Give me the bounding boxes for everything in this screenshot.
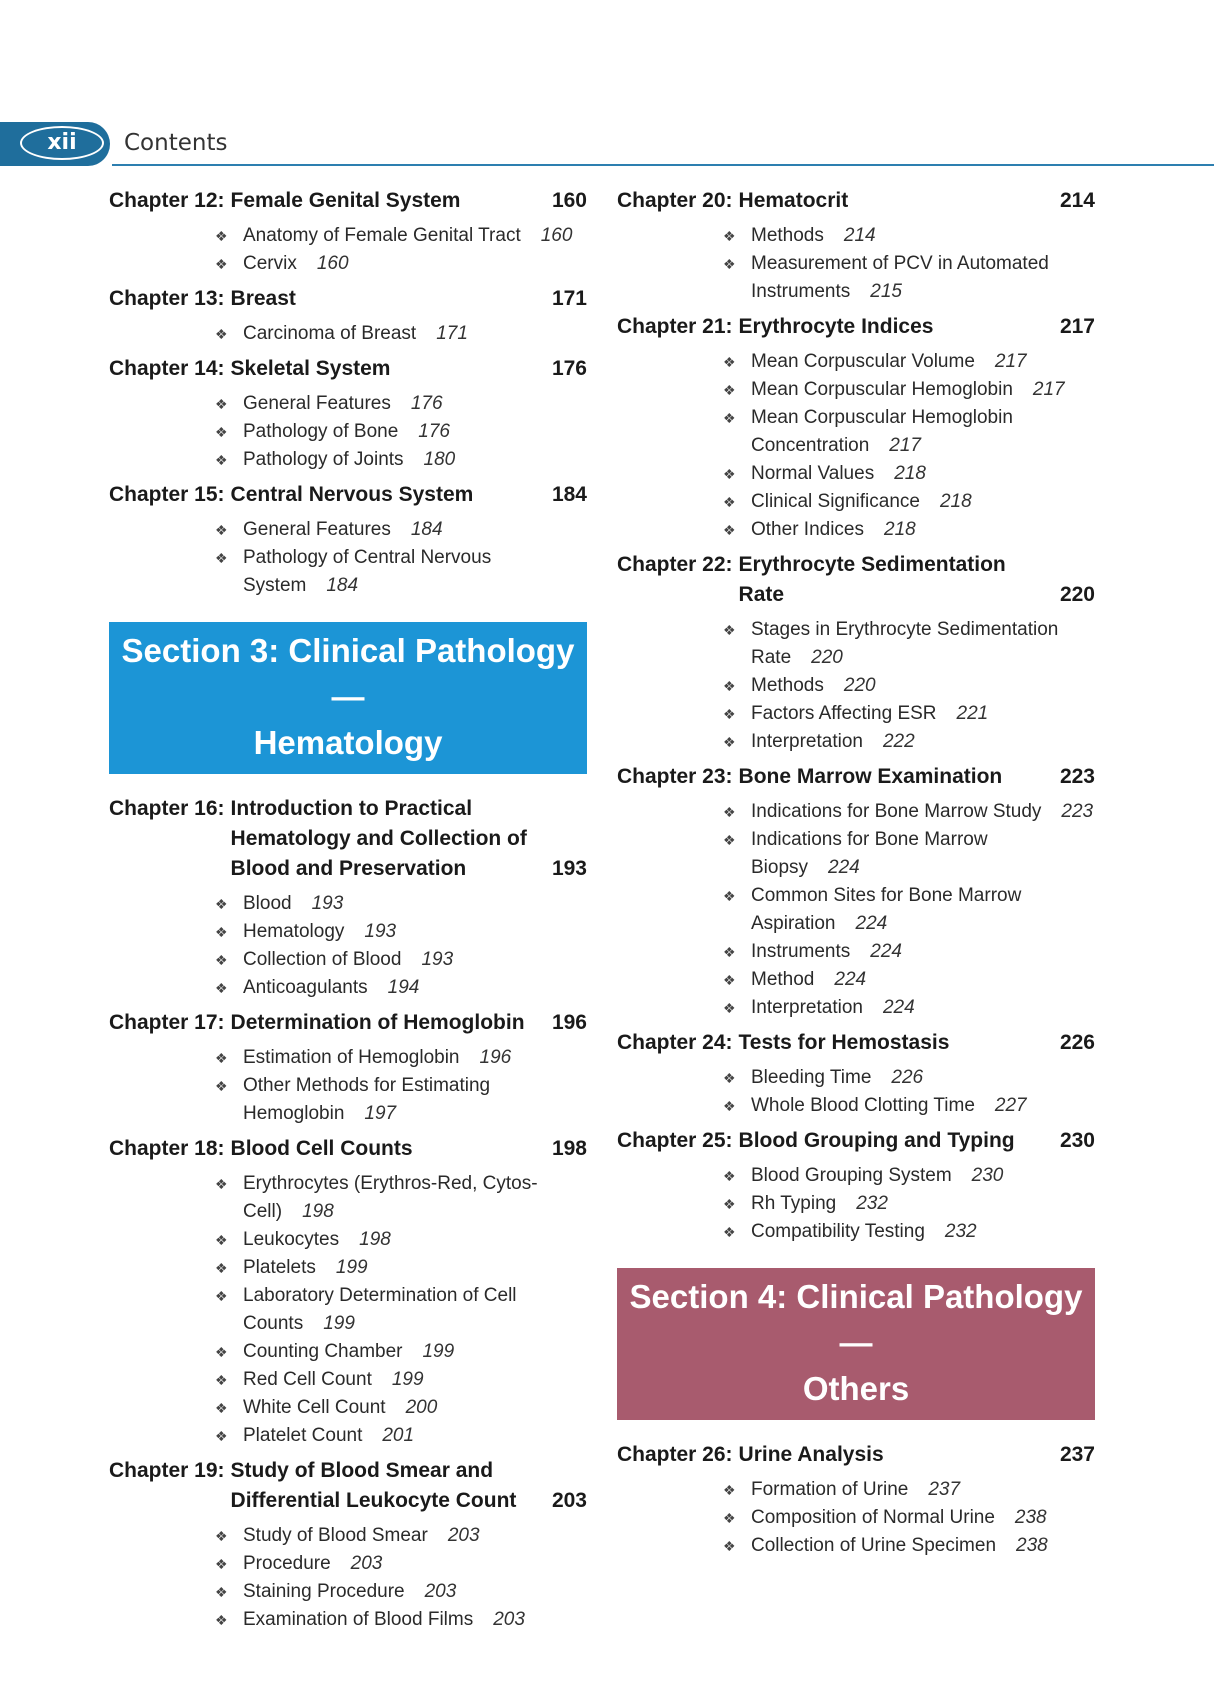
topic-text: Formation of Urine [751, 1479, 909, 1500]
topic-page-number: 196 [479, 1047, 512, 1068]
chapter-page-number: 193 [551, 857, 587, 880]
topic-item[interactable] [215, 250, 587, 278]
chapter-heading[interactable] [109, 284, 587, 314]
diamond-bullet-icon: ❖ [723, 972, 736, 988]
topic-item[interactable] [723, 1092, 1095, 1120]
topic-text: Carcinoma of Breast [243, 323, 417, 344]
chapter-page-number: 214 [1059, 189, 1095, 212]
topic-page-number: 176 [418, 421, 450, 442]
topic-text: Other Methods for Estimating Hemoglobin [243, 1075, 491, 1124]
topic-item[interactable] [723, 1504, 1095, 1532]
topic-page-number: 160 [540, 225, 573, 246]
chapter-label: Chapter 25: [617, 1129, 733, 1152]
topic-page-number: 217 [994, 351, 1027, 372]
topic-item[interactable] [215, 222, 587, 250]
topic-item[interactable] [215, 516, 587, 544]
topic-item[interactable] [723, 728, 1095, 756]
topic-text: Bleeding Time [751, 1067, 872, 1088]
topic-list [109, 222, 587, 278]
diamond-bullet-icon: ❖ [215, 256, 228, 272]
topic-page-number: 200 [405, 1397, 438, 1418]
topic-item[interactable] [723, 1476, 1095, 1504]
topic-text: Collection of Urine Specimen [751, 1535, 997, 1556]
chapter-label: Chapter 23: [617, 765, 733, 788]
diamond-bullet-icon: ❖ [215, 924, 228, 940]
diamond-bullet-icon: ❖ [215, 1176, 228, 1192]
diamond-bullet-icon: ❖ [215, 396, 228, 412]
section-heading-line1: Section 4: Clinical Pathology— [629, 1278, 1083, 1361]
topic-page-number: 218 [894, 463, 926, 484]
topic-list [617, 1162, 1095, 1246]
topic-text: Normal Values [751, 463, 875, 484]
topic-text: Indications for Bone Marrow Biopsy [751, 829, 988, 878]
page-title: Contents [124, 130, 228, 156]
diamond-bullet-icon: ❖ [215, 952, 228, 968]
topic-text: Stages in Erythrocyte Sedimentation Rate [751, 619, 1059, 668]
topic-text: Blood Grouping System [751, 1165, 952, 1186]
diamond-bullet-icon: ❖ [723, 1482, 736, 1498]
diamond-bullet-icon: ❖ [215, 228, 228, 244]
header-rule [112, 164, 1214, 166]
topic-text: Hematology [243, 921, 345, 942]
topic-item[interactable] [215, 1522, 587, 1550]
topic-page-number: 180 [423, 449, 456, 470]
topic-text: Study of Blood Smear [243, 1525, 428, 1546]
topic-page-number: 193 [421, 949, 454, 970]
topic-item[interactable] [215, 1578, 587, 1606]
section-heading-line1: Section 3: Clinical Pathology— [121, 632, 575, 715]
diamond-bullet-icon: ❖ [723, 804, 736, 820]
topic-text: Clinical Significance [751, 491, 920, 512]
topic-page-number: 222 [882, 731, 915, 752]
chapter-heading[interactable] [109, 1456, 587, 1516]
topic-page-number: 227 [994, 1095, 1027, 1116]
diamond-bullet-icon: ❖ [215, 1078, 228, 1094]
topic-text: Platelets [243, 1257, 316, 1278]
chapter-title: Bone Marrow Examination [738, 765, 1003, 788]
topic-page-number: 220 [811, 647, 843, 668]
chapter-heading[interactable] [109, 1134, 587, 1164]
topic-text: Procedure [243, 1553, 331, 1574]
chapter-heading[interactable] [617, 312, 1095, 342]
topic-item[interactable] [215, 1422, 587, 1450]
topic-text: Erythrocytes (Erythros-Red, Cytos-Cell) [243, 1173, 538, 1222]
topic-text: Whole Blood Clotting Time [751, 1095, 975, 1116]
topic-item[interactable] [723, 1064, 1095, 1092]
topic-item[interactable] [723, 700, 1095, 728]
topic-item[interactable] [723, 488, 1095, 516]
topic-item[interactable] [215, 1366, 587, 1394]
topic-text: Pathology of Joints [243, 449, 404, 470]
topic-item[interactable] [215, 544, 587, 600]
topic-text: Interpretation [751, 731, 863, 752]
chapter-label: Chapter 15: [109, 483, 225, 506]
topic-item[interactable] [723, 966, 1095, 994]
topic-page-number: 218 [939, 491, 972, 512]
topic-text: General Features [243, 393, 391, 414]
diamond-bullet-icon: ❖ [723, 1224, 736, 1240]
topic-text: Staining Procedure [243, 1581, 405, 1602]
chapter-label: Chapter 20: [617, 189, 733, 212]
topic-item[interactable] [215, 918, 587, 946]
diamond-bullet-icon: ❖ [215, 1232, 228, 1248]
chapter-label: Chapter 19: [109, 1459, 225, 1482]
chapter-title: Breast [230, 287, 296, 310]
chapter-title: Blood Grouping and Typing [738, 1129, 1015, 1152]
chapter-title: Urine Analysis [738, 1443, 884, 1466]
topic-item[interactable] [723, 250, 1095, 306]
topic-item[interactable] [723, 616, 1095, 672]
chapter-page-number: 226 [1059, 1031, 1095, 1054]
topic-text: Mean Corpuscular Volume [751, 351, 975, 372]
topic-text: Composition of Normal Urine [751, 1507, 995, 1528]
topic-item[interactable] [723, 1218, 1095, 1246]
topic-item[interactable] [215, 946, 587, 974]
chapter-page-number: 171 [551, 287, 587, 310]
chapter-title: Determination of Hemoglobin [230, 1011, 525, 1034]
diamond-bullet-icon: ❖ [215, 326, 228, 342]
diamond-bullet-icon: ❖ [723, 1510, 736, 1526]
topic-page-number: 224 [855, 913, 888, 934]
topic-item[interactable] [215, 1226, 587, 1254]
topic-page-number: 215 [870, 281, 902, 302]
chapter-page-number: 230 [1059, 1129, 1095, 1152]
topic-list [617, 1064, 1095, 1120]
topic-text: Interpretation [751, 997, 863, 1018]
chapter-heading[interactable] [617, 186, 1095, 216]
chapter-label: Chapter 21: [617, 315, 733, 338]
diamond-bullet-icon: ❖ [215, 1288, 228, 1304]
topic-item[interactable] [215, 974, 587, 1002]
topic-item[interactable] [723, 798, 1095, 826]
chapter-page-number: 196 [551, 1011, 587, 1034]
topic-item[interactable] [723, 994, 1095, 1022]
topic-item[interactable] [215, 320, 587, 348]
chapter-page-number: 160 [551, 189, 587, 212]
topic-item[interactable] [215, 446, 587, 474]
topic-item[interactable] [215, 1254, 587, 1282]
topic-page-number: 232 [944, 1221, 977, 1242]
chapter-heading[interactable] [617, 1440, 1095, 1470]
chapter-label: Chapter 13: [109, 287, 225, 310]
chapter-page-number: 217 [1059, 315, 1095, 338]
chapter-label: Chapter 24: [617, 1031, 733, 1054]
topic-text: Other Indices [751, 519, 864, 540]
chapter-title: Hematocrit [738, 189, 849, 212]
diamond-bullet-icon: ❖ [723, 832, 736, 848]
diamond-bullet-icon: ❖ [215, 1372, 228, 1388]
chapter-label: Chapter 18: [109, 1137, 225, 1160]
topic-page-number: 232 [856, 1193, 888, 1214]
topic-item[interactable] [723, 376, 1095, 404]
topic-item[interactable] [723, 460, 1095, 488]
chapter-page-number: 176 [551, 357, 587, 380]
section-heading-line2: Others [802, 1370, 910, 1407]
chapter-title: Introduction to Practical Hematology and Collection of Blood and Preservation [230, 797, 527, 880]
topic-page-number: 237 [928, 1479, 961, 1500]
diamond-bullet-icon: ❖ [723, 1196, 736, 1212]
section-heading [109, 622, 587, 774]
topic-text: Counting Chamber [243, 1341, 403, 1362]
section-heading-line2: Hematology [253, 724, 443, 761]
topic-list [617, 1476, 1095, 1560]
topic-page-number: 194 [387, 977, 420, 998]
topic-list [617, 348, 1095, 544]
topic-page-number: 221 [956, 703, 989, 724]
topic-text: Mean Corpuscular Hemoglobin [751, 379, 1013, 400]
topic-page-number: 220 [843, 675, 876, 696]
diamond-bullet-icon: ❖ [215, 1428, 228, 1444]
topic-page-number: 198 [302, 1201, 334, 1222]
topic-page-number: 238 [1014, 1507, 1047, 1528]
diamond-bullet-icon: ❖ [723, 944, 736, 960]
chapter-label: Chapter 22: [617, 553, 733, 576]
chapter-label: Chapter 26: [617, 1443, 733, 1466]
topic-text: Rh Typing [751, 1193, 837, 1214]
diamond-bullet-icon: ❖ [215, 1260, 228, 1276]
topic-item[interactable] [723, 1190, 1095, 1218]
topic-item[interactable] [215, 1044, 587, 1072]
topic-item[interactable] [723, 404, 1095, 460]
chapter-label: Chapter 17: [109, 1011, 225, 1034]
topic-page-number: 199 [335, 1257, 368, 1278]
diamond-bullet-icon: ❖ [723, 354, 736, 370]
topic-page-number: 176 [410, 393, 443, 414]
topic-page-number: 184 [410, 519, 443, 540]
chapter-heading[interactable] [617, 1028, 1095, 1058]
chapter-heading[interactable] [109, 1008, 587, 1038]
chapter-label: Chapter 16: [109, 797, 225, 820]
topic-list [617, 798, 1095, 1022]
topic-list [617, 222, 1095, 306]
chapter-heading[interactable] [617, 550, 1095, 610]
topic-page-number: 201 [382, 1425, 415, 1446]
diamond-bullet-icon: ❖ [215, 550, 228, 566]
topic-text: White Cell Count [243, 1397, 386, 1418]
topic-page-number: 203 [493, 1609, 525, 1630]
topic-item[interactable] [723, 938, 1095, 966]
topic-page-number: 199 [391, 1369, 424, 1390]
topic-text: Anticoagulants [243, 977, 368, 998]
topic-text: Methods [751, 225, 824, 246]
topic-page-number: 160 [316, 253, 349, 274]
topic-text: Indications for Bone Marrow Study [751, 801, 1042, 822]
chapter-heading[interactable] [109, 480, 587, 510]
topic-page-number: 217 [889, 435, 921, 456]
topic-text: Pathology of Bone [243, 421, 399, 442]
chapter-label: Chapter 12: [109, 189, 225, 212]
contents-right-column [617, 186, 1095, 1566]
topic-text: Leukocytes [243, 1229, 340, 1250]
diamond-bullet-icon: ❖ [723, 494, 736, 510]
topic-page-number: 230 [971, 1165, 1004, 1186]
topic-item[interactable] [215, 1606, 587, 1634]
topic-text: Laboratory Determination of Cell Counts [243, 1285, 517, 1334]
diamond-bullet-icon: ❖ [723, 228, 736, 244]
topic-list [109, 1170, 587, 1450]
diamond-bullet-icon: ❖ [723, 706, 736, 722]
diamond-bullet-icon: ❖ [723, 1098, 736, 1114]
topic-page-number: 193 [311, 893, 344, 914]
diamond-bullet-icon: ❖ [723, 678, 736, 694]
topic-list [109, 516, 587, 600]
diamond-bullet-icon: ❖ [723, 734, 736, 750]
chapter-heading[interactable] [617, 762, 1095, 792]
topic-item[interactable] [215, 1282, 587, 1338]
diamond-bullet-icon: ❖ [215, 1556, 228, 1572]
diamond-bullet-icon: ❖ [723, 410, 736, 426]
topic-list [109, 320, 587, 348]
diamond-bullet-icon: ❖ [215, 1344, 228, 1360]
chapter-page-number: 220 [1059, 583, 1095, 606]
chapter-title: Central Nervous System [230, 483, 474, 506]
topic-list [617, 616, 1095, 756]
diamond-bullet-icon: ❖ [215, 1528, 228, 1544]
diamond-bullet-icon: ❖ [723, 1070, 736, 1086]
chapter-page-number: 203 [551, 1489, 587, 1512]
topic-text: Pathology of Central Nervous System [243, 547, 492, 596]
diamond-bullet-icon: ❖ [215, 452, 228, 468]
topic-text: Methods [751, 675, 824, 696]
chapter-heading[interactable] [617, 1126, 1095, 1156]
topic-page-number: 217 [1032, 379, 1065, 400]
topic-item[interactable] [215, 1550, 587, 1578]
diamond-bullet-icon: ❖ [215, 424, 228, 440]
diamond-bullet-icon: ❖ [723, 256, 736, 272]
diamond-bullet-icon: ❖ [723, 622, 736, 638]
topic-list [109, 890, 587, 1002]
topic-item[interactable] [215, 1394, 587, 1422]
chapter-heading[interactable] [109, 186, 587, 216]
topic-text: Blood [243, 893, 292, 914]
diamond-bullet-icon: ❖ [215, 522, 228, 538]
topic-text: Compatibility Testing [751, 1221, 925, 1242]
topic-page-number: 238 [1016, 1535, 1048, 1556]
topic-page-number: 224 [828, 857, 860, 878]
topic-text: Cervix [243, 253, 297, 274]
topic-item[interactable] [723, 1162, 1095, 1190]
diamond-bullet-icon: ❖ [723, 466, 736, 482]
diamond-bullet-icon: ❖ [723, 382, 736, 398]
diamond-bullet-icon: ❖ [215, 1050, 228, 1066]
topic-page-number: 199 [323, 1313, 355, 1334]
chapter-heading[interactable] [109, 354, 587, 384]
topic-item[interactable] [723, 672, 1095, 700]
topic-page-number: 214 [843, 225, 876, 246]
topic-text: Red Cell Count [243, 1369, 372, 1390]
chapter-page-number: 223 [1059, 765, 1095, 788]
chapter-label: Chapter 14: [109, 357, 225, 380]
chapter-heading[interactable] [109, 794, 587, 884]
diamond-bullet-icon: ❖ [215, 1584, 228, 1600]
topic-text: Factors Affecting ESR [751, 703, 937, 724]
topic-text: Instruments [751, 941, 851, 962]
diamond-bullet-icon: ❖ [723, 1000, 736, 1016]
contents-left-column [109, 186, 587, 1640]
chapter-title: Female Genital System [230, 189, 461, 212]
topic-item[interactable] [723, 826, 1095, 882]
topic-item[interactable] [215, 890, 587, 918]
section-heading [617, 1268, 1095, 1420]
topic-page-number: 199 [422, 1341, 455, 1362]
diamond-bullet-icon: ❖ [723, 1168, 736, 1184]
diamond-bullet-icon: ❖ [723, 522, 736, 538]
chapter-title: Blood Cell Counts [230, 1137, 413, 1160]
topic-list [109, 1044, 587, 1128]
topic-text: General Features [243, 519, 391, 540]
topic-page-number: 224 [882, 997, 915, 1018]
page-number: xii [20, 126, 104, 160]
diamond-bullet-icon: ❖ [723, 1538, 736, 1554]
topic-item[interactable] [723, 348, 1095, 376]
chapter-title: Study of Blood Smear and Differential Leukocyte Count [230, 1459, 517, 1512]
topic-text: Measurement of PCV in Automated Instruments [751, 253, 1049, 302]
topic-page-number: 171 [436, 323, 468, 344]
chapter-title: Tests for Hemostasis [738, 1031, 950, 1054]
chapter-title: Erythrocyte Sedimentation Rate [738, 553, 1006, 606]
chapter-title: Erythrocyte Indices [738, 315, 934, 338]
topic-item[interactable] [215, 390, 587, 418]
topic-item[interactable] [723, 516, 1095, 544]
chapter-title: Skeletal System [230, 357, 391, 380]
diamond-bullet-icon: ❖ [215, 980, 228, 996]
topic-item[interactable] [723, 222, 1095, 250]
topic-item[interactable] [215, 1072, 587, 1128]
topic-item[interactable] [215, 1338, 587, 1366]
topic-page-number: 226 [891, 1067, 924, 1088]
topic-page-number: 223 [1061, 801, 1094, 822]
topic-page-number: 193 [364, 921, 397, 942]
topic-item[interactable] [723, 882, 1095, 938]
diamond-bullet-icon: ❖ [215, 1612, 228, 1628]
chapter-page-number: 184 [551, 483, 587, 506]
topic-page-number: 218 [884, 519, 916, 540]
topic-page-number: 198 [359, 1229, 391, 1250]
topic-text: Collection of Blood [243, 949, 402, 970]
topic-page-number: 203 [350, 1553, 383, 1574]
topic-item[interactable] [215, 1170, 587, 1226]
diamond-bullet-icon: ❖ [215, 1400, 228, 1416]
chapter-page-number: 237 [1059, 1443, 1095, 1466]
topic-page-number: 197 [364, 1103, 397, 1124]
diamond-bullet-icon: ❖ [723, 888, 736, 904]
topic-text: Platelet Count [243, 1425, 363, 1446]
topic-page-number: 224 [834, 969, 867, 990]
topic-text: Method [751, 969, 815, 990]
topic-text: Mean Corpuscular Hemoglobin Concentration [751, 407, 1013, 456]
topic-page-number: 203 [424, 1581, 457, 1602]
diamond-bullet-icon: ❖ [215, 896, 228, 912]
chapter-page-number: 198 [551, 1137, 587, 1160]
topic-list [109, 390, 587, 474]
topic-text: Common Sites for Bone Marrow Aspiration [751, 885, 1022, 934]
topic-item[interactable] [723, 1532, 1095, 1560]
topic-item[interactable] [215, 418, 587, 446]
topic-list [109, 1522, 587, 1634]
topic-text: Estimation of Hemoglobin [243, 1047, 460, 1068]
topic-text: Anatomy of Female Genital Tract [243, 225, 521, 246]
topic-page-number: 184 [326, 575, 359, 596]
topic-page-number: 224 [870, 941, 902, 962]
topic-text: Examination of Blood Films [243, 1609, 474, 1630]
topic-page-number: 203 [447, 1525, 480, 1546]
